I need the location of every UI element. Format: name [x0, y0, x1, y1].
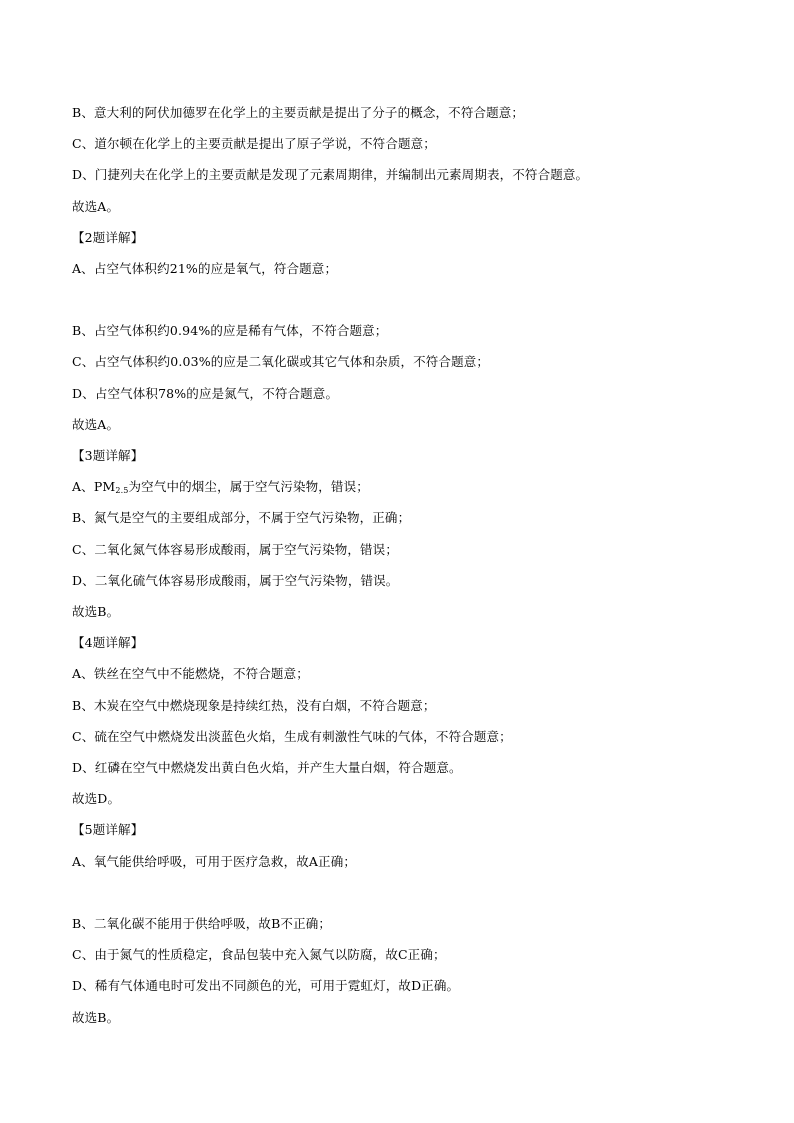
section-heading: 【3题详解】 — [72, 448, 144, 463]
answer-line: B、氮气是空气的主要组成部分，不属于空气污染物，正确； — [72, 510, 411, 525]
answer-line: A、氧气能供给呼吸，可用于医疗急救，故A正确； — [72, 854, 357, 869]
pm-suffix: 为空气中的烟尘，属于空气污染物，错误； — [128, 479, 369, 494]
conclusion-line: 故选B。 — [72, 604, 120, 619]
section-heading: 【4题详解】 — [72, 635, 144, 650]
answer-line: C、占空气体积约0.03%的应是二氧化碳或其它气体和杂质，不符合题意； — [72, 354, 490, 369]
answer-line: B、二氧化碳不能用于供给呼吸，故B不正确； — [72, 916, 332, 931]
answer-line: B、占空气体积约0.94%的应是稀有气体，不符合题意； — [72, 323, 388, 338]
section-heading: 【2题详解】 — [72, 230, 144, 245]
answer-line: C、二氧化氮气体容易形成酸雨，属于空气污染物，错误； — [72, 542, 398, 557]
answer-line: D、二氧化硫气体容易形成酸雨，属于空气污染物，错误。 — [72, 573, 399, 588]
pm-prefix: A、PM — [72, 479, 116, 494]
answer-line: D、占空气体积78%的应是氮气，不符合题意。 — [72, 386, 339, 401]
answer-line: B、意大利的阿伏加德罗在化学上的主要贡献是提出了分子的概念，不符合题意； — [72, 105, 525, 120]
conclusion-line: 故选A。 — [72, 199, 120, 214]
answer-line: C、由于氮气的性质稳定，食品包装中充入氮气以防腐，故C正确； — [72, 947, 446, 962]
answer-line: D、稀有气体通电时可发出不同颜色的光，可用于霓虹灯，故D正确。 — [72, 978, 460, 993]
answer-line — [72, 479, 369, 495]
answer-line: A、铁丝在空气中不能燃烧，不符合题意； — [72, 666, 309, 681]
answer-line: D、红磷在空气中燃烧发出黄白色火焰，并产生大量白烟，符合题意。 — [72, 760, 462, 775]
conclusion-line: 故选B。 — [72, 1010, 120, 1025]
section-heading: 【5题详解】 — [72, 822, 144, 837]
conclusion-line: 故选D。 — [72, 791, 121, 806]
answer-line: A、占空气体积约21%的应是氧气，符合题意； — [72, 261, 338, 276]
answer-line: C、硫在空气中燃烧发出淡蓝色火焰，生成有刺激性气味的气体，不符合题意； — [72, 729, 512, 744]
conclusion-line: 故选A。 — [72, 417, 120, 432]
answer-line: D、门捷列夫在化学上的主要贡献是发现了元素周期律，并编制出元素周期表，不符合题意。 — [72, 167, 589, 182]
answer-line: C、道尔顿在化学上的主要贡献是提出了原子学说，不符合题意； — [72, 136, 436, 151]
pm-subscript: 2.5 — [115, 486, 129, 495]
answer-line: B、木炭在空气中燃烧现象是持续红热，没有白烟，不符合题意； — [72, 698, 436, 713]
